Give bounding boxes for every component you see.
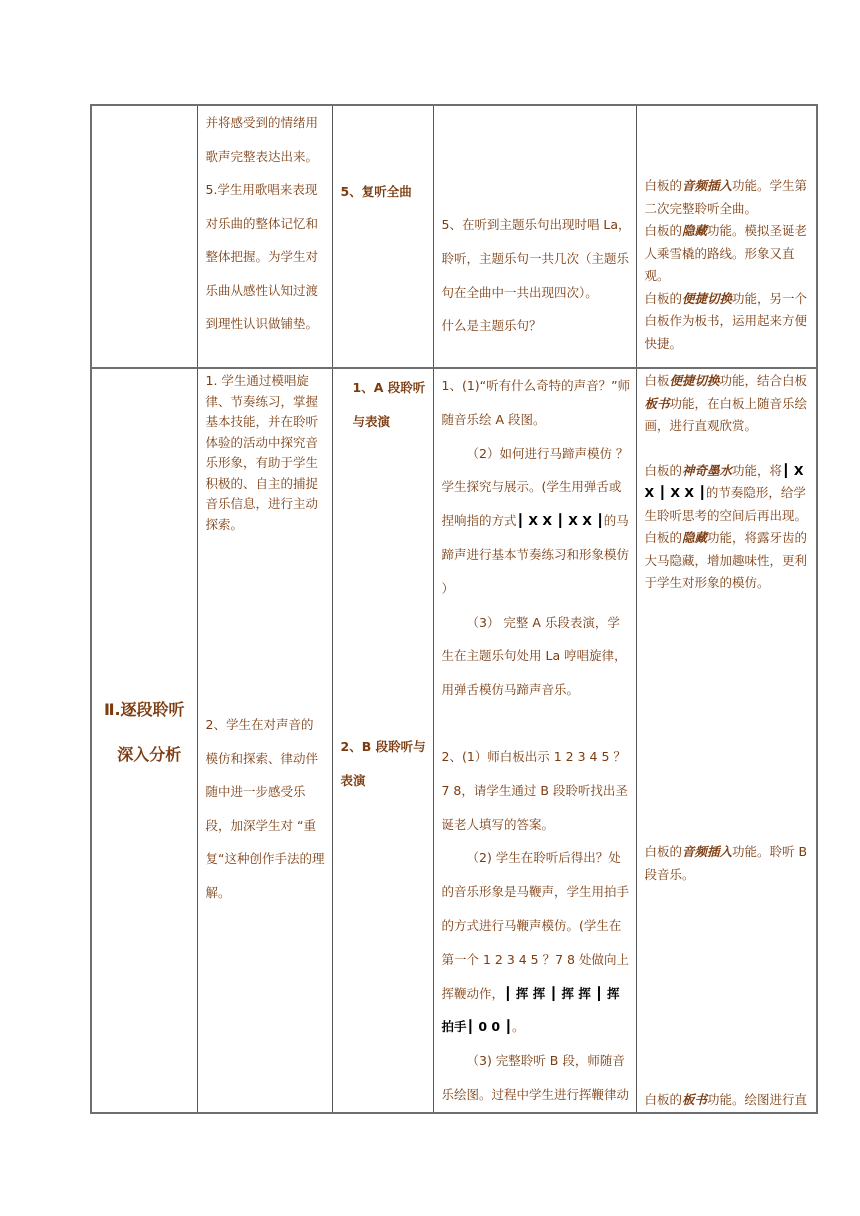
stage-cell xyxy=(91,368,197,1113)
tech-cell xyxy=(636,368,817,1113)
intent-text: 2、学生在对声音的模仿和探索、律动伴随中进一步感受乐段，加深学生对 “重复“这种创作手法的理解。 xyxy=(205,717,325,900)
tech-paragraph: 白板的隐藏功能，将露牙齿的大马隐藏，增加趣味性，更利于学生对形象的模仿。 xyxy=(644,530,808,590)
step-title: 1、A 段聆听与表演 xyxy=(352,380,426,429)
intent-text: 1. 学生通过模唱旋律、节奏练习，掌握基本技能，并在聆听体验的活动中探究音乐形象，有助于学生积极的、自主的捕捉音乐信息，进行主动探索。 xyxy=(205,373,319,532)
tech-cell xyxy=(636,105,817,368)
tech-paragraph: 白板的便捷切换功能，另一个白板作为板书，运用起来方便快捷。 xyxy=(644,290,808,351)
activity-paragraph: 5、在听到主题乐句出现时唱 La，聆听，主题乐句一共几次（主题乐句在全曲中一共出现四次）。 xyxy=(441,217,631,300)
stage-cell-empty xyxy=(91,105,197,368)
step-title: 2、B 段聆听与表演 xyxy=(340,739,426,788)
stage-title: Ⅱ.逐段聆听 深入分析 xyxy=(103,700,185,764)
activity-paragraph: （3） 完整 A 乐段表演，学生在主题乐句处用 La 哼唱旋律，用弹舌模仿马蹄声音乐。 xyxy=(441,614,627,698)
activity-paragraph: （2）如何进行马蹄声模仿 ？学生探究与展示。(学生用弹舌或捏响指的方式┃ X X ┃ X X ┃的马蹄声进行基本节奏练习和形象模仿 ） xyxy=(441,445,630,596)
activity-paragraph: 什么是主题乐句？ xyxy=(441,318,542,334)
table-row xyxy=(91,105,817,368)
lesson-plan-table xyxy=(90,104,818,1114)
activity-cell xyxy=(433,105,636,368)
step-cell xyxy=(332,368,433,1113)
step-cell xyxy=(332,105,433,368)
tech-paragraph: 白板的隐藏功能。模拟圣诞老人乘雪橇的路线。形象又直观。 xyxy=(644,223,808,283)
tech-paragraph: 白板的音频插入功能。学生第二次完整聆听全曲。 xyxy=(644,178,808,216)
tech-paragraph: 白板的神奇墨水功能，将┃ X X ┃ X X ┃的节奏隐形，给学生聆听思考的空间后再出现。 xyxy=(644,462,808,523)
activity-paragraph: 2、(1）师白板出示 1 2 3 4 5 ？7 8，请学生通过 B 段聆听找出圣诞老人填写的答案。 xyxy=(441,749,628,832)
intent-cell xyxy=(197,105,332,368)
table-row xyxy=(91,368,817,1113)
activity-cell xyxy=(433,368,636,1113)
activity-paragraph: 1、(1)“听有什么奇特的声音？”师随音乐绘 A 段图。 xyxy=(441,378,631,427)
step-title: 5、复听全曲 xyxy=(340,184,412,199)
activity-paragraph: （3) 完整聆听 B 段，师随音乐绘图。过程中学生进行挥鞭律动 xyxy=(441,1053,630,1102)
tech-paragraph: 白板的音频插入功能。聆听 B 段音乐。 xyxy=(644,844,808,882)
tech-paragraph: 白板便捷切换功能，结合白板板书功能，在白板上随音乐绘画，进行直观欣赏。 xyxy=(644,373,808,433)
intent-text: 并将感受到的情绪用歌声完整表达出来。5.学生用歌唱来表现对乐曲的整体记忆和整体把握。为学生对乐曲从感性认知过渡到理性认识做铺垫。 xyxy=(205,115,319,331)
activity-paragraph: （2) 学生在聆听后得出？处的音乐形象是马鞭声，学生用拍手的方式进行马鞭声模仿。(学生在第一个 1 2 3 4 5 ？7 8 处做向上挥鞭动作，┃ 挥 挥 ┃ 挥 挥 ┃ 挥 拍手┃ 0 0 ┃。 xyxy=(441,850,630,1035)
tech-paragraph: 白板的板书功能。绘图进行直 xyxy=(644,1092,808,1107)
intent-cell xyxy=(197,368,332,1113)
